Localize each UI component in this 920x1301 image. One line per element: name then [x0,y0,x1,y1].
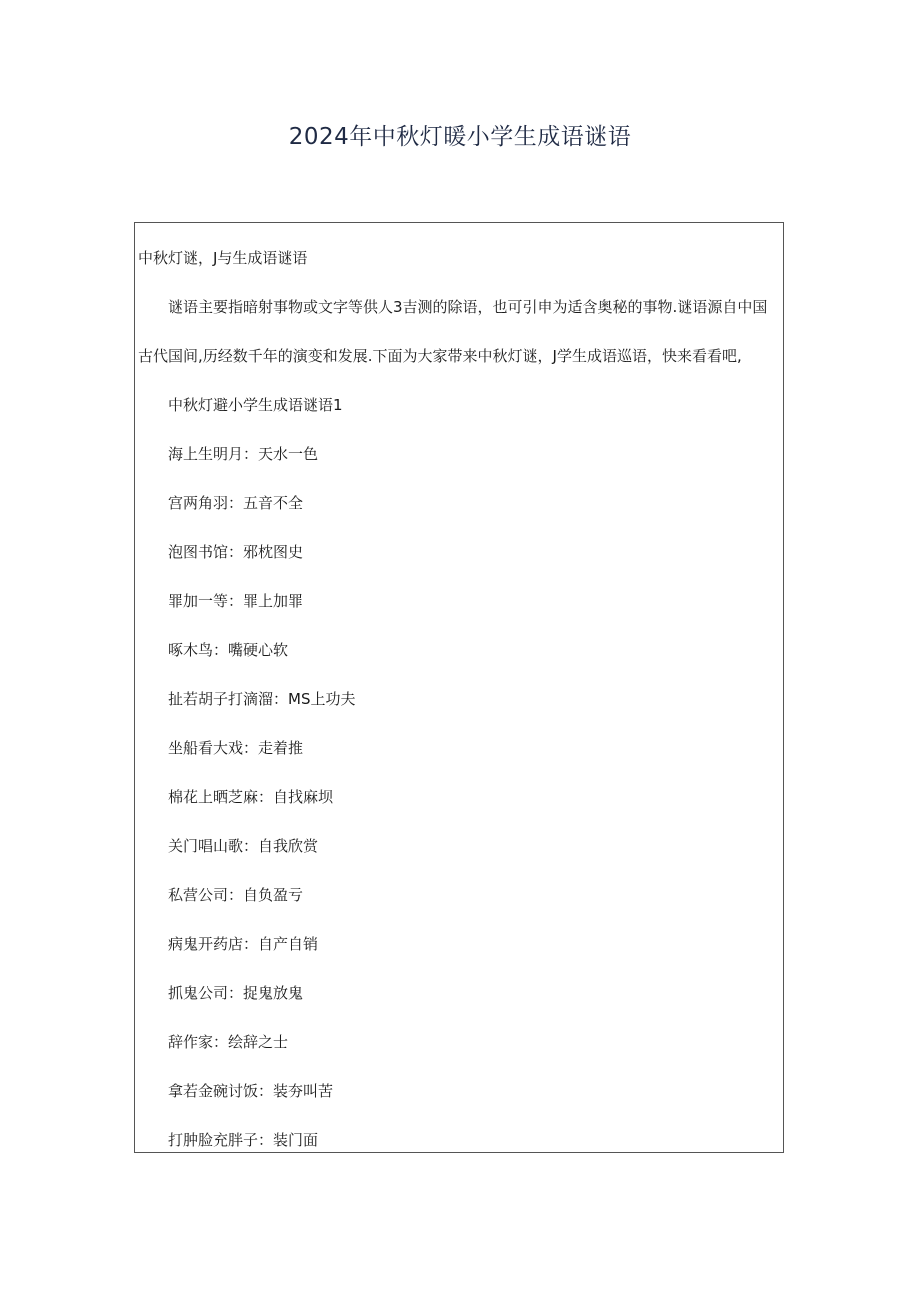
intro-paragraph-line-1: 谜语主要指暗射事物或文字等供人3吉测的除语，也可引申为适含奥秘的事物.谜语源自中国 [168,298,768,316]
riddle-item: 扯若胡子打滴溜：MS上功夫 [168,690,356,708]
riddle-item: 棉花上晒芝麻：自找麻坝 [168,788,334,806]
riddle-item: 拿若金碗讨饭：装夯叫苦 [168,1082,334,1100]
riddle-item: 宫两角羽：五音不全 [168,494,304,512]
riddle-item: 辞作家：绘辞之士 [168,1033,289,1051]
content-box [134,222,784,1153]
riddle-item: 坐船看大戏：走着推 [168,739,304,757]
riddle-item: 泡图书馆：邪枕图史 [168,543,304,561]
riddle-item: 病鬼开药店：自产自销 [168,935,319,953]
riddle-item: 打肿脸充胖子：装门面 [168,1131,319,1149]
section-title: 中秋灯避小学生成语谜语1 [168,396,343,414]
riddle-item: 关门唱山歌：自我欣赏 [168,837,319,855]
riddle-item: 啄木鸟：嘴硬心软 [168,641,289,659]
document-title: 2024年中秋灯暖小学生成语谜语 [288,124,632,150]
riddle-item: 海上生明月：天水一色 [168,445,319,463]
intro-paragraph-line-2: 古代国间,历经数千年的演变和发展.下面为大家带来中秋灯谜，J学生成语巡语，快来看看吧, [138,347,742,365]
riddle-item: 私营公司：自负盈亏 [168,886,304,904]
document-heading: 中秋灯谜，J与生成语谜语 [138,249,308,267]
riddle-item: 罪加一等：罪上加罪 [168,592,304,610]
riddle-item: 抓鬼公司：捉鬼放鬼 [168,984,304,1002]
